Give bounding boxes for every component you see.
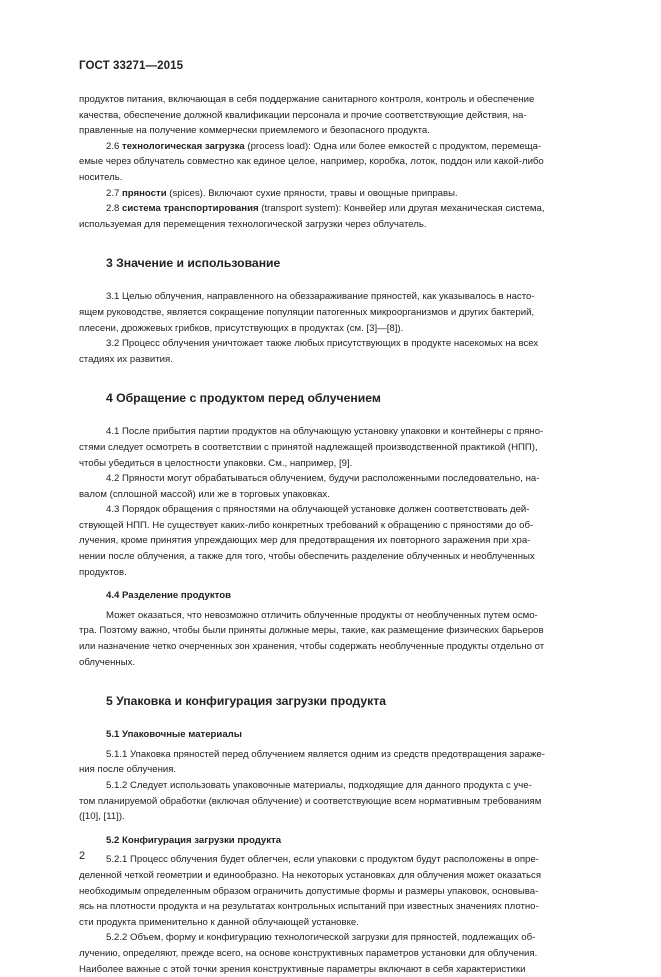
definition-2-8 <box>79 201 579 232</box>
section-4-heading: 4 Обращение с продуктом перед облучением <box>106 391 381 406</box>
paragraph-4-1: 4.1 После прибытия партии продуктов на облучающую установку упаковки и контейнеры с пряно- стями следует осмотреть в соответствии с принятой надлежащей производственной практикой (НПП), чтобы убедиться в целостности упаковки. См., например, [9]. <box>79 426 544 469</box>
definition-2-7 <box>79 186 579 202</box>
intro-continuation: продуктов питания, включающая в себя поддержание санитарного контроля, контроль и обеспечение качества, обеспечение должной квалификации персонала и прочие соответствующие действия, на- правленные на получение коммерчески приемлемого и безопасного продукта. <box>79 94 535 137</box>
paragraph-3-2: 3.2 Процесс облучения уничтожает также любых присутствующих в продукте насекомых на всех стадиях их развития. <box>79 338 539 365</box>
paragraph-4-2: 4.2 Пряности могут обрабатываться облучением, будучи расположенными последовательно, на- валом (сплошной массой) или же в торговых упаковках. <box>79 473 540 500</box>
document-header: ГОСТ 33271—2015 <box>79 60 184 72</box>
definition-term: технологическая загрузка <box>122 140 245 152</box>
definition-number: 2.6 <box>106 140 120 152</box>
paragraph-5-2-2: 5.2.2 Объем, форму и конфигурацию технологической загрузки для пряностей, подлежащих об- лучению, определяют, прежде всего, на основе конструктивных параметров установки для облучения. Наиболее важные с этой точки зрения конструктивные параметры включают в себя характеристики <box>79 932 538 975</box>
paragraph-5-1-2: 5.1.2 Следует использовать упаковочные материалы, подходящие для данного продукта с уче- том планируемой обработки (включая облучение) и соответствующие всем нормативным требованиям ([10], [11]). <box>79 780 542 823</box>
definition-term: система транспортирования <box>122 203 259 215</box>
subsection-4-4-heading: 4.4 Разделение продуктов <box>106 590 231 602</box>
page-number: 2 <box>79 850 86 862</box>
paragraph-5-2-1: 5.2.1 Процесс облучения будет облегчен, если упаковки с продуктом будут расположены в опре- деленной четкой геометрии и единообразно. На некоторых установках для облучения может оказаться необходимым определенным образом ограничить допустимые формы и размеры упаковок, основыва- ясь на плотности продукта и на результатах контрольных испытаний при известных значениях плотно- сти продукта применительно к данной облучающей установке. <box>79 854 542 928</box>
definition-text: (transport system): Конвейер или другая механическая система, используемая для перемещения технологической загрузки через облучатель. <box>79 203 545 230</box>
paragraph-3-1: 3.1 Целью облучения, направленного на обеззараживание пряностей, как указывалось в насто- ящем руководстве, является сокращение популяции патогенных микроорганизмов и других бактерий, плесени, дрожжевых грибков, присутствующих в продуктах (см. [3]—[8]). <box>79 291 535 334</box>
definition-number: 2.8 <box>106 203 120 215</box>
subsection-5-1-heading: 5.1 Упаковочные материалы <box>106 729 242 741</box>
paragraph-5-1-1: 5.1.1 Упаковка пряностей перед облучением является одним из средств предотвращения зараже- ния после облучения. <box>79 748 545 776</box>
definition-2-6 <box>79 139 579 186</box>
paragraph-4-4: Может оказаться, что невозможно отличить облученные продукты от необлученных путем осмо- тра. Поэтому важно, чтобы были приняты должные меры, такие, как размещение физических барьеров или назначение четко очерченных зон хранения, чтобы содержать необлученные продукты отдельно от облученных. <box>79 609 545 668</box>
page-content <box>79 92 579 977</box>
definition-text: (process load): Одна или более емкостей с продуктом, перемеща- емые через облучатель совместно как единое целое, например, коробка, лоток, поддон или какой-либо носитель. <box>79 140 544 183</box>
definition-term: пряности <box>122 187 167 199</box>
definition-text: (spices). Включают сухие пряности, травы и овощные приправы. <box>166 187 458 199</box>
definition-number: 2.7 <box>106 187 120 199</box>
section-5-heading: 5 Упаковка и конфигурация загрузки продукта <box>106 694 387 709</box>
subsection-5-2-heading: 5.2 Конфигурация загрузки продукта <box>106 834 282 846</box>
paragraph-4-3: 4.3 Порядок обращения с пряностями на облучающей установке должен соответствовать дей- ствующей НПП. Не существует каких-либо конкретных требований к обращению с пряностями до об- лучения, кроме принятия упреждающих мер для предотвращения их повторного заражения при хра- нении после облучения, а также для того, чтобы обеспечить разделение облученных и необлученных продуктов. <box>79 504 535 578</box>
section-3-heading: 3 Значение и использование <box>106 256 281 271</box>
